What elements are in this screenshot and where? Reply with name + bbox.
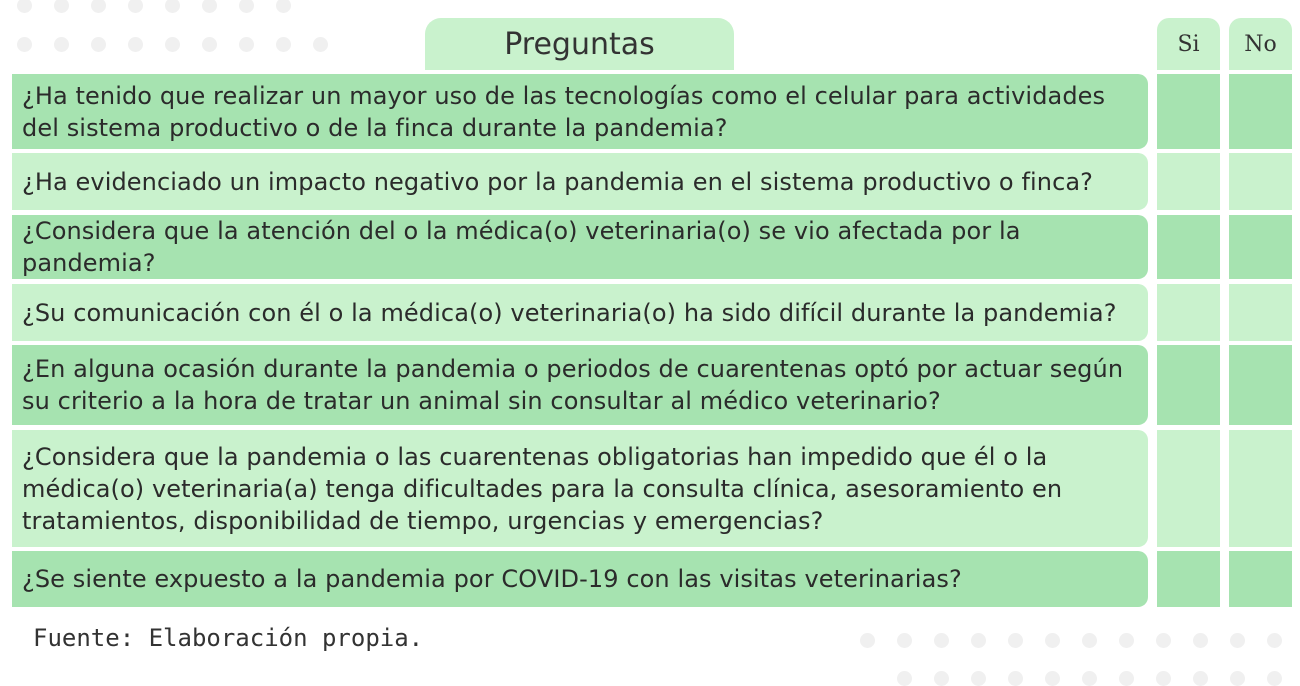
answer-yes-cell[interactable] — [1157, 345, 1220, 425]
answer-no-cell[interactable] — [1229, 215, 1292, 279]
answer-no-cell[interactable] — [1229, 284, 1292, 341]
answer-yes-cell[interactable] — [1157, 430, 1220, 547]
header-yes: Si — [1157, 18, 1220, 70]
answer-no-cell[interactable] — [1229, 551, 1292, 607]
question-text: ¿Considera que la atención del o la médica(o) veterinaria(o) se vio afectada por la pandemia? — [12, 215, 1148, 279]
answer-no-cell[interactable] — [1229, 153, 1292, 210]
question-text: ¿Se siente expuesto a la pandemia por COVID-19 con las visitas veterinarias? — [12, 551, 1148, 607]
table-row — [12, 345, 1292, 425]
table-row — [12, 284, 1292, 341]
answer-yes-cell[interactable] — [1157, 215, 1220, 279]
answer-yes-cell[interactable] — [1157, 153, 1220, 210]
table-row — [12, 74, 1292, 149]
answer-no-cell[interactable] — [1229, 430, 1292, 547]
question-text: ¿Ha evidenciado un impacto negativo por la pandemia en el sistema productivo o finca? — [12, 153, 1148, 210]
table-row — [12, 153, 1292, 210]
source-caption: Fuente: Elaboración propia. — [33, 624, 424, 652]
question-text: ¿Su comunicación con él o la médica(o) veterinaria(o) ha sido difícil durante la pandemia? — [12, 284, 1148, 341]
answer-yes-cell[interactable] — [1157, 284, 1220, 341]
answer-yes-cell[interactable] — [1157, 74, 1220, 149]
table-row — [12, 215, 1292, 279]
table-row — [12, 430, 1292, 547]
table-row — [12, 551, 1292, 607]
header-no: No — [1229, 18, 1292, 70]
decorative-dots-top — [0, 0, 340, 60]
answer-no-cell[interactable] — [1229, 345, 1292, 425]
question-text: ¿Ha tenido que realizar un mayor uso de las tecnologías como el celular para actividades del sistema productivo o de la finca durante la pandemia? — [12, 74, 1148, 149]
answer-yes-cell[interactable] — [1157, 551, 1220, 607]
question-text: ¿Considera que la pandemia o las cuarentenas obligatorias han impedido que él o la médica(o) veterinaria(a) tenga dificultades para la consulta clínica, asesoramiento en tratamientos, disponibilidad de tiempo, urgencias y emergencias? — [12, 430, 1148, 547]
question-text: ¿En alguna ocasión durante la pandemia o periodos de cuarentenas optó por actuar según su criterio a la hora de tratar un animal sin consultar al médico veterinario? — [12, 345, 1148, 425]
answer-no-cell[interactable] — [1229, 74, 1292, 149]
header-questions: Preguntas — [425, 18, 734, 70]
decorative-dots-bottom — [860, 625, 1300, 681]
